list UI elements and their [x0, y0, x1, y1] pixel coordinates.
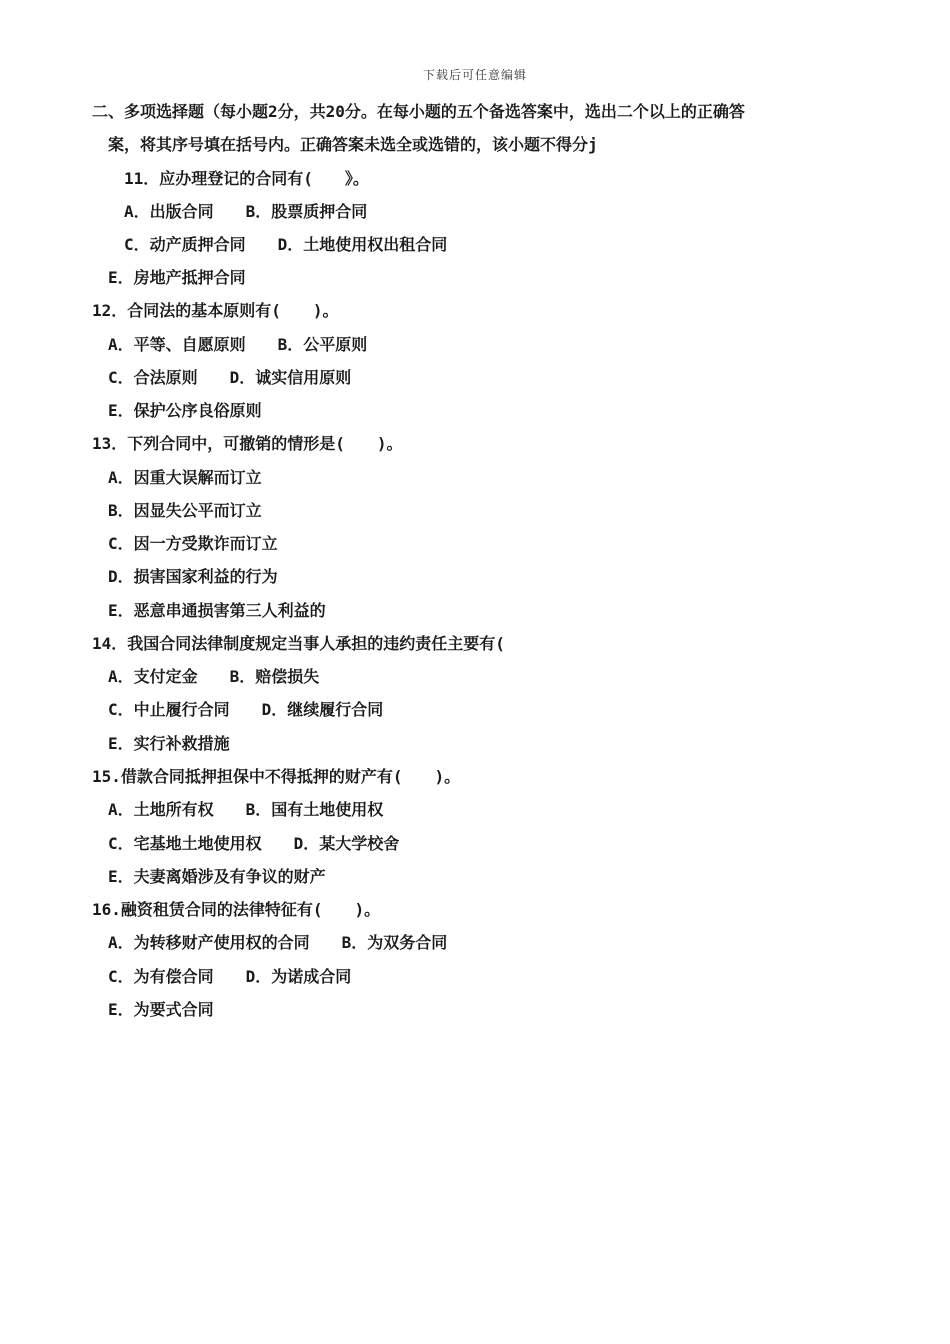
option-line: A．出版合同 B．股票质押合同 — [124, 202, 368, 221]
option-line: A．为转移财产使用权的合同 B．为双务合同 — [108, 933, 448, 952]
option-line: E．恶意串通损害第三人利益的 — [108, 601, 326, 620]
option-line: A．支付定金 B．赔偿损失 — [108, 667, 320, 686]
option-line: A．因重大误解而订立 — [108, 468, 262, 487]
question-stem: 11．应办理登记的合同有( 》。 — [124, 169, 369, 188]
question-stem: 13．下列合同中，可撤销的情形是( )。 — [92, 434, 403, 453]
question-stem: 12．合同法的基本原则有( )。 — [92, 301, 339, 320]
option-line: C．合法原则 D．诚实信用原则 — [108, 368, 352, 387]
question-stem: 16.融资租赁合同的法律特征有( )。 — [92, 900, 381, 919]
option-line: E．为要式合同 — [108, 1000, 214, 1019]
option-line: C．为有偿合同 D．为诺成合同 — [108, 967, 352, 986]
option-line: C．因一方受欺诈而订立 — [108, 534, 278, 553]
option-line: C．宅基地土地使用权 D．某大学校舍 — [108, 834, 400, 853]
option-line: E．夫妻离婚涉及有争议的财产 — [108, 867, 326, 886]
option-line: A．平等、自愿原则 B．公平原则 — [108, 335, 368, 354]
section-title-line-1: 二、多项选择题（每小题2分，共20分。在每小题的五个备选答案中，选出二个以上的正确答 — [92, 102, 745, 121]
option-line: E．房地产抵押合同 — [108, 268, 246, 287]
page-header: 下载后可任意编辑 — [422, 68, 527, 82]
option-line: C．动产质押合同 D．土地使用权出租合同 — [124, 235, 448, 254]
option-line: E．实行补救措施 — [108, 734, 230, 753]
option-line: A．土地所有权 B．国有土地使用权 — [108, 800, 384, 819]
option-line: C．中止履行合同 D．继续履行合同 — [108, 700, 384, 719]
option-line: B．因显失公平而订立 — [108, 501, 262, 520]
option-line: D．损害国家利益的行为 — [108, 567, 278, 586]
section-title-line-2: 案，将其序号填在括号内。正确答案未选全或选错的，该小题不得分j — [108, 135, 598, 154]
option-line: E．保护公序良俗原则 — [108, 401, 262, 420]
question-stem: 15.借款合同抵押担保中不得抵押的财产有( )。 — [92, 767, 461, 786]
question-stem: 14．我国合同法律制度规定当事人承担的违约责任主要有( — [92, 634, 505, 653]
